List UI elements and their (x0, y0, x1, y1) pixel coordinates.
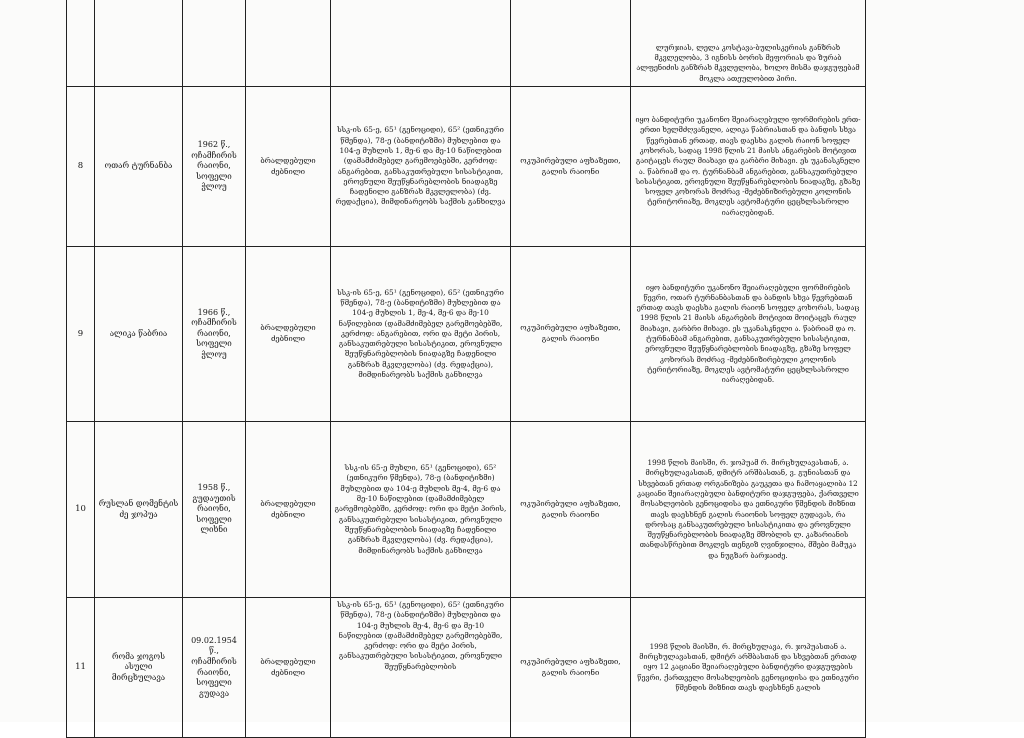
location-cell: ოკუპირებული აფხაზეთი, გალის რაიონი (511, 598, 631, 738)
person-name: რომა ჯოგოს ასული მირცხულავა (95, 598, 183, 738)
charge-cell: სსკ-ის 65-ე, 65¹ (გენოციდი), 65² (ეთნიკური წმენდა), 78-ე (ბანდიტიზმი) მუხლებით და 104-ე მუხლის 1, მე-6 და მე-10 ნაწილებით (დამამძიმებელ გარემოებებში, კერძოდ: ანგარებით, განსაკუთრებული სისასტიკით, ეროვნული შეუწყნარებლობის ნიადაგზე ჩადენილი განზრახ მკვლელობა) (ძვ. რედაქცია), მიმდინარეობს საქმის განხილვა (331, 87, 511, 247)
birth-info: 1958 წ., გუდაუთის რაიონი, სოფელი ლიხნი (183, 422, 246, 598)
table-row (67, 422, 866, 598)
row-number: 9 (67, 247, 95, 422)
table-row (67, 247, 866, 422)
note-cell: 1998 წლის მაისში, რ. ჯოპუამ რ. მირცხულავასთან, ა. მირცხულავასთან, დმიტრ არშბასთან, ვ. გუნიასთან და სხვებთან ერთად ორგანიზება გაუკეთა და ჩამოაყალიბა 12 კაციანი შეიარაღებული ბანდიტური დაჯგუფება, ქართველი მოსახლეობის გენოციდისა და ეთნიკური წმენდის მიზნით თავს დაესხნენ გალის რაიონის სოფელ გუდავას, რა დროსაც განსაკუთრებული სისასტიკითა და ეროვნული შეუწყნარებლობის ნიადაგზე მშობლის ლ. კაზარიანის თანდასწრებით მოკლეს თენგიზ ღვინჯილია, მშები მამუკა და ნუგზარ ბარჯაიძე. (631, 422, 866, 598)
birth-info: 09.02.1954 წ., ოჩამჩირის რაიონი, სოფელი გუდავა (183, 598, 246, 738)
status-cell: ბრალდებული ძებნილი (246, 247, 331, 422)
status-cell (246, 0, 331, 87)
note-cell: იყო ბანდიტური უკანონო შეიარაღებული ფორმირების ერთ-ერთი ხელმძღვანელი, ალიკა წაბრიასთან და ბანდის სხვა წევრებთან ერთად, თავს დაესხა გალის რაიონ სოფელ კოხორას, სადაც 1998 წლის 21 მაისს ანგარების მოტივით გაიტაცეს რაულ მიახავი და გარბრი მიხავი. ეს უკანასკნელი ა. წაბრიამ და ო. ტურნანბამ ანგარებით, განსაკუთრებული სისასტიკით, ეროვნული შეუწყნარებლობის ნიადაგზე, გზაზე სოფელ კოხორას მოძრავ -მეძებნიზირებული კოლონის ტერიტორიაზე, მოკლეს ავტომატური ცეცხლსასროლი იარაღებიდან. (631, 87, 866, 247)
person-name: რუსლან დომენტის ძე ჯოპუა (95, 422, 183, 598)
birth-info: 1962 წ., ოჩამჩირის რაიონი, სოფელი ჭლოუ (183, 87, 246, 247)
row-number: 8 (67, 87, 95, 247)
row-number: 10 (67, 422, 95, 598)
location-cell (511, 0, 631, 87)
location-cell: ოკუპირებული აფხაზეთი, გალის რაიონი (511, 87, 631, 247)
person-name: ოთარ ტურნანბა (95, 87, 183, 247)
person-name (95, 0, 183, 87)
table-row (67, 598, 866, 738)
table-row (67, 87, 866, 247)
note-cell: 1998 წლის მაისში, რ. მირცხულავა, რ. ჯოპუასთან ა. მირცხულავასთან, დმიტრ არშბასთან და სხვებთან ერთად იყო 12 კაციანი შეიარაღებული ბანდიტური დაჯგუფების წევრი, ქართველი მოსახლეობის გენოციდისა და ეთნიკური წმენდის მიზნით თავს დაესხნენ გალის (631, 598, 866, 738)
charge-cell (331, 0, 511, 87)
table-row (67, 0, 866, 87)
row-number (67, 0, 95, 87)
birth-info: 1966 წ., ოჩამჩირის რაიონი, სოფელი ჭლოუ (183, 247, 246, 422)
charge-cell: სსკ-ის 65-ე, 65¹ (გენოციდი), 65² (ეთნიკური წმენდა), 78-ე (ბანდიტიზმი) მუხლებით და 104-ე მუხლის მე-4, მე-6 და მე-10 ნაწილებით (დამამძიმებელ გარემოებებში, კერძოდ: ორი და მეტი პირის, განსაკუთრებული სისასტიკით, ეროვნული შეუწყნარებლობის (331, 598, 511, 738)
status-cell: ბრალდებული ძებნილი (246, 87, 331, 247)
birth-info (183, 0, 246, 87)
location-cell: ოკუპირებული აფხაზეთი, გალის რაიონი (511, 422, 631, 598)
person-name: ალიკა წაბრია (95, 247, 183, 422)
row-number: 11 (67, 598, 95, 738)
charge-cell: სსკ-ის 65-ე, 65¹ (გენოციდი), 65² (ეთნიკური წმენდა), 78-ე (ბანდიტიზმი) მუხლებით და 104-ე მუხლის 1, მე-4, მე-6 და მე-10 ნაწილებით (დამამძიმებელ გარემოებებში, კერძოდ: ანგარებით, ორი და მეტი პირის, განსაკუთრებული სისასტიკით, ეროვნული შეუწყნარებლობის ნიადაგზე ჩადენილი განზრახ მკვლელობა) (ძვ. რედაქცია), მიმდინარეობს საქმის განხილვა (331, 247, 511, 422)
note-cell: ლურჯიას, ლელა კოსტავა-ბულისკერიას განზრახ მკვლელობა, 3 იგნისს ბორის მეფორიას და ზურაბ ალფენიძის განზრახ მკვლელობა, ხოლო მისმა დაჯგუფებამ მოკლა ათეულობით პირი. (631, 0, 866, 87)
status-cell: ბრალდებული ძებნილი (246, 598, 331, 738)
status-cell: ბრალდებული ძებნილი (246, 422, 331, 598)
charge-cell: სსკ-ის 65-ე მუხლი, 65¹ (გენოციდი), 65² (ეთნიკური წმენდა), 78-ე (ბანდიტიზმი) მუხლებით და 104-ე მუხლის მე-4, მე-6 და მე-10 ნაწილებით (დამამძიმებელ გარემოებებში, კერძოდ: ორი და მეტი პირის, განსაკუთრებული სისასტიკით, ეროვნული შეუწყნარებლობის ნიადაგზე ჩადენილი განზრახ მკვლელობა) (ძვ. რედაქცია), მიმდინარეობს საქმის განხილვა (331, 422, 511, 598)
location-cell: ოკუპირებული აფხაზეთი, გალის რაიონი (511, 247, 631, 422)
wanted-persons-table (66, 0, 866, 738)
note-cell: იყო ბანდიტური უკანონო შეიარაღებული ფორმირების წევრი, ოთარ ტურნანბასთან და ბანდის სხვა წევრებთან ერთად თავს დაესხა გალის რაიონ სოფელ კოხორას, სადაც 1998 წლის 21 მაისს ანგარების მოტივით მოიტაცეს რაულ მიახავი, გარბრი მიხავი. ეს უკანასკნელი ა. წაბრიამ და ო. ტურნანბამ ანგარებით, განსაკუთრებული სისასტიკით, ეროვნული შეუწყნარებლობის ნიადაგზე, გზაზე სოფელ კოხორას მოძრავ -მეძებნიზირებული კოლონის ტერიტორიაზე, მოკლეს ავტომატური ცეცხლსასროლი იარაღებიდან. (631, 247, 866, 422)
